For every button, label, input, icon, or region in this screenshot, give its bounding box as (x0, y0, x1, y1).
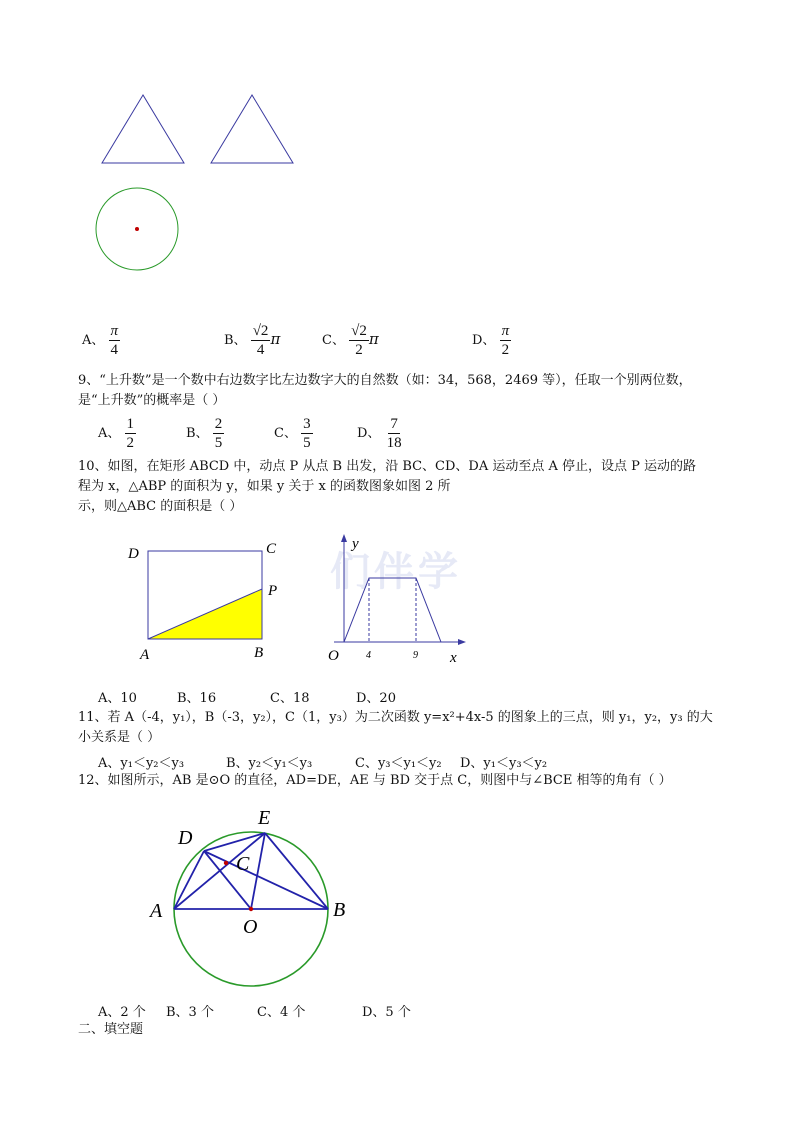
fig1-label-a: A (140, 647, 150, 663)
q12-option-b[interactable]: B、3 个 (166, 1005, 214, 1020)
q10-option-d[interactable]: D、20 (356, 691, 396, 706)
q12-option-a[interactable]: A、2 个 (98, 1005, 146, 1020)
q8-option-b[interactable]: B、 $\frac{√2}{4}$ π (224, 323, 281, 358)
triangle-left (102, 95, 184, 163)
fig1-label-b: B (254, 645, 264, 661)
fig1-label-c: C (266, 541, 277, 557)
q9-text-line2: 是“上升数”的概率是（ ） (78, 393, 226, 408)
point-c (224, 861, 228, 865)
q10-option-c[interactable]: C、18 (270, 691, 310, 706)
point-o (249, 907, 253, 911)
q10-text-line2: 程为 x，△ABP 的面积为 y，如果 y 关于 x 的函数图象如图 2 所 (78, 479, 451, 494)
q11-text-line2: 小关系是（ ） (78, 730, 161, 745)
q12-option-d[interactable]: D、5 个 (362, 1005, 411, 1020)
fig3-label-o: O (243, 916, 258, 938)
fig1-label-p: P (268, 583, 278, 599)
y-axis-arrow (341, 534, 347, 542)
fig2-label-o: O (328, 648, 339, 664)
fig2-tick-4: 4 (366, 650, 371, 661)
q10-text-line3: 示，则△ABC 的面积是（ ） (78, 499, 243, 514)
triangle-right (211, 95, 293, 163)
function-graph (344, 578, 441, 642)
q9-text-line1: 9、“上升数”是一个数中右边数字比左边数字大的自然数（如：34，568，2469 等），任取一个别两位数， (78, 373, 692, 388)
q11-option-a[interactable]: A、y₁＜y₂＜y₃ (98, 756, 185, 771)
fig1-label-d: D (128, 546, 139, 562)
q8-option-a[interactable]: A、 $\frac{\pi}{4}$ (82, 323, 119, 358)
q12-option-c[interactable]: C、4 个 (257, 1005, 306, 1020)
triangle-abp (148, 589, 262, 639)
q8-option-d[interactable]: D、 $\frac{\pi}{2}$ (472, 323, 510, 358)
q11-option-c[interactable]: C、y₃＜y₁＜y₂ (355, 756, 442, 771)
q10-option-a[interactable]: A、10 (98, 691, 137, 706)
q9-option-d[interactable]: D、 $\frac{7}{18}$ (357, 416, 402, 451)
q10-graph-figure (320, 530, 470, 670)
fig2-label-x: x (450, 650, 457, 666)
section-heading: 二、填空题 (78, 1022, 144, 1037)
q11-text-line1: 11、若 A（-4，y₁），B（-3，y₂），C（1，y₃）为二次函数 y=x²+4x-5 的图象上的三点，则 y₁，y₂，y₃ 的大 (78, 710, 713, 725)
q9-option-a[interactable]: A、 $\frac{1}{2}$ (98, 416, 135, 451)
q11-option-d[interactable]: D、y₁＜y₃＜y₂ (460, 756, 548, 771)
fig3-label-e: E (258, 807, 271, 829)
q9-option-c[interactable]: C、 $\frac{3}{5}$ (274, 416, 311, 451)
fig3-label-a: A (150, 900, 163, 922)
q12-circle-figure (140, 800, 370, 1000)
fig2-label-y: y (352, 536, 359, 552)
q10-option-b[interactable]: B、16 (177, 691, 217, 706)
q11-option-b[interactable]: B、y₂＜y₁＜y₃ (226, 756, 313, 771)
q12-text-line1: 12、如图所示，AB 是⊙O 的直径，AD=DE，AE 与 BD 交于点 C，则图中与∠BCE 相等的角有（ ） (78, 773, 672, 788)
circle-center-dot (135, 227, 139, 231)
watermark: 们伴学 (330, 549, 462, 595)
q8-figures (0, 0, 320, 290)
q9-option-b[interactable]: B、 $\frac{2}{5}$ (186, 416, 223, 451)
fig2-tick-9: 9 (413, 650, 418, 661)
q8-option-c[interactable]: C、 $\frac{√2}{2}$ π (322, 323, 379, 358)
fig3-label-d: D (178, 827, 193, 849)
line-eo (251, 833, 265, 909)
q10-rectangle-figure (120, 535, 290, 665)
fig3-label-c: C (236, 853, 250, 875)
x-axis-arrow (458, 639, 466, 645)
fig3-label-b: B (333, 899, 346, 921)
line-ad (174, 851, 204, 909)
q10-text-line1: 10、如图，在矩形 ABCD 中，动点 P 从点 B 出发，沿 BC、CD、DA 运动至点 A 停止，设点 P 运动的路 (78, 459, 697, 474)
